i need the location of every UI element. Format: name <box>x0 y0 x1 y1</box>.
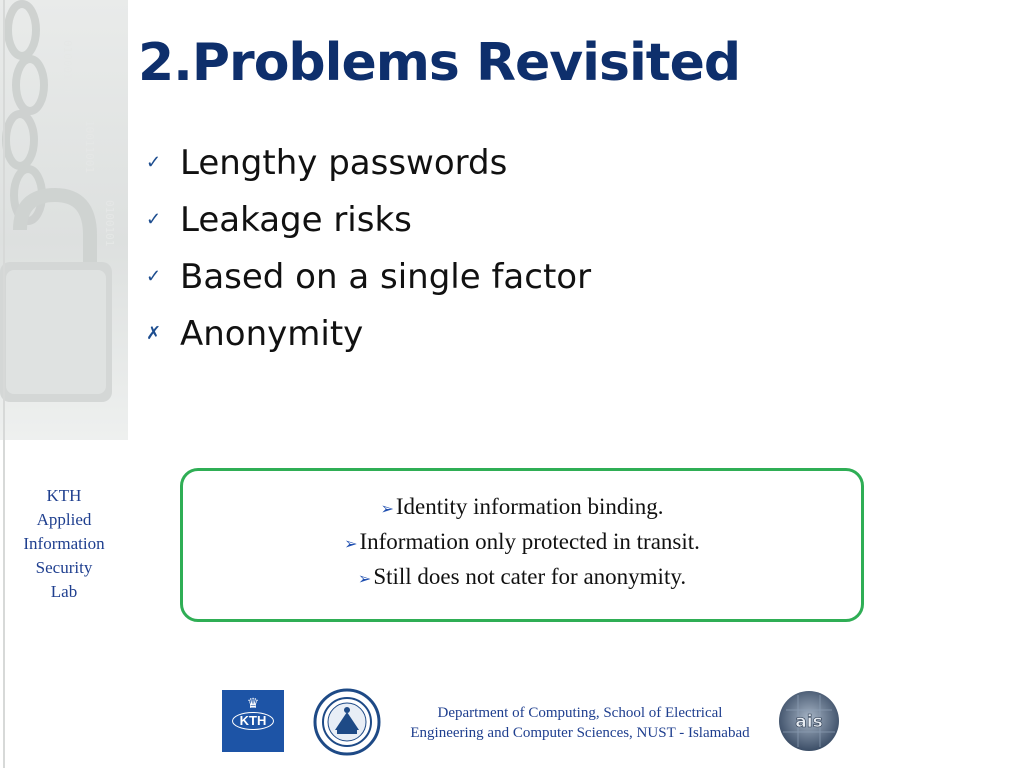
callout-line: ➢Identity information binding. <box>380 494 664 519</box>
sidebar-divider <box>3 0 5 768</box>
arrow-bullet-icon: ➢ <box>357 571 372 588</box>
arrow-bullet-icon: ➢ <box>380 501 394 518</box>
ais-logo <box>778 690 840 752</box>
lab-name-line: KTH <box>46 486 82 505</box>
bullet-list <box>140 134 591 362</box>
bullet-text: Lengthy passwords <box>180 142 508 183</box>
lab-name-line: Information <box>23 534 105 553</box>
bullet-item <box>140 305 591 362</box>
kth-logo-text: KTH <box>232 712 274 730</box>
check-icon: ✓ <box>146 152 162 172</box>
check-icon: ✓ <box>146 266 162 286</box>
bullet-text: Based on a single factor <box>180 256 592 297</box>
lab-name <box>0 484 128 604</box>
check-icon: ✓ <box>146 209 162 229</box>
lab-name-line: Security <box>35 558 93 577</box>
svg-text:10011001: 10011001 <box>83 120 96 173</box>
bullet-item <box>140 191 591 248</box>
crown-icon: ♛ <box>246 695 260 711</box>
cross-icon: ✗ <box>146 323 162 343</box>
slide-title: 2.Problems Revisited <box>138 33 741 93</box>
svg-text:0100101: 0100101 <box>103 200 116 247</box>
bullet-item <box>140 134 591 191</box>
callout-line: ➢Information only protected in transit. <box>344 529 700 554</box>
lab-name-line: Applied <box>36 510 92 529</box>
callout-line: ➢Still does not cater for anonymity. <box>357 564 687 589</box>
padlock-chain-illustration <box>0 0 128 440</box>
bullet-item <box>140 248 591 305</box>
svg-text:01000110: 01000110 <box>61 40 74 93</box>
kth-logo <box>222 690 284 752</box>
ais-logo-text: ais <box>795 712 823 732</box>
padlock-chain-background <box>0 0 128 440</box>
department-footer: Department of Computing, School of Electrical Engineering and Computer Sciences, NUST - Islamabad <box>410 705 750 741</box>
sidebar <box>0 0 128 768</box>
nust-logo <box>313 688 381 756</box>
bullet-text: Anonymity <box>180 313 364 354</box>
callout-box <box>180 468 864 622</box>
bullet-text: Leakage risks <box>180 199 412 240</box>
arrow-bullet-icon: ➢ <box>344 536 358 553</box>
lab-name-line: Lab <box>50 582 78 601</box>
